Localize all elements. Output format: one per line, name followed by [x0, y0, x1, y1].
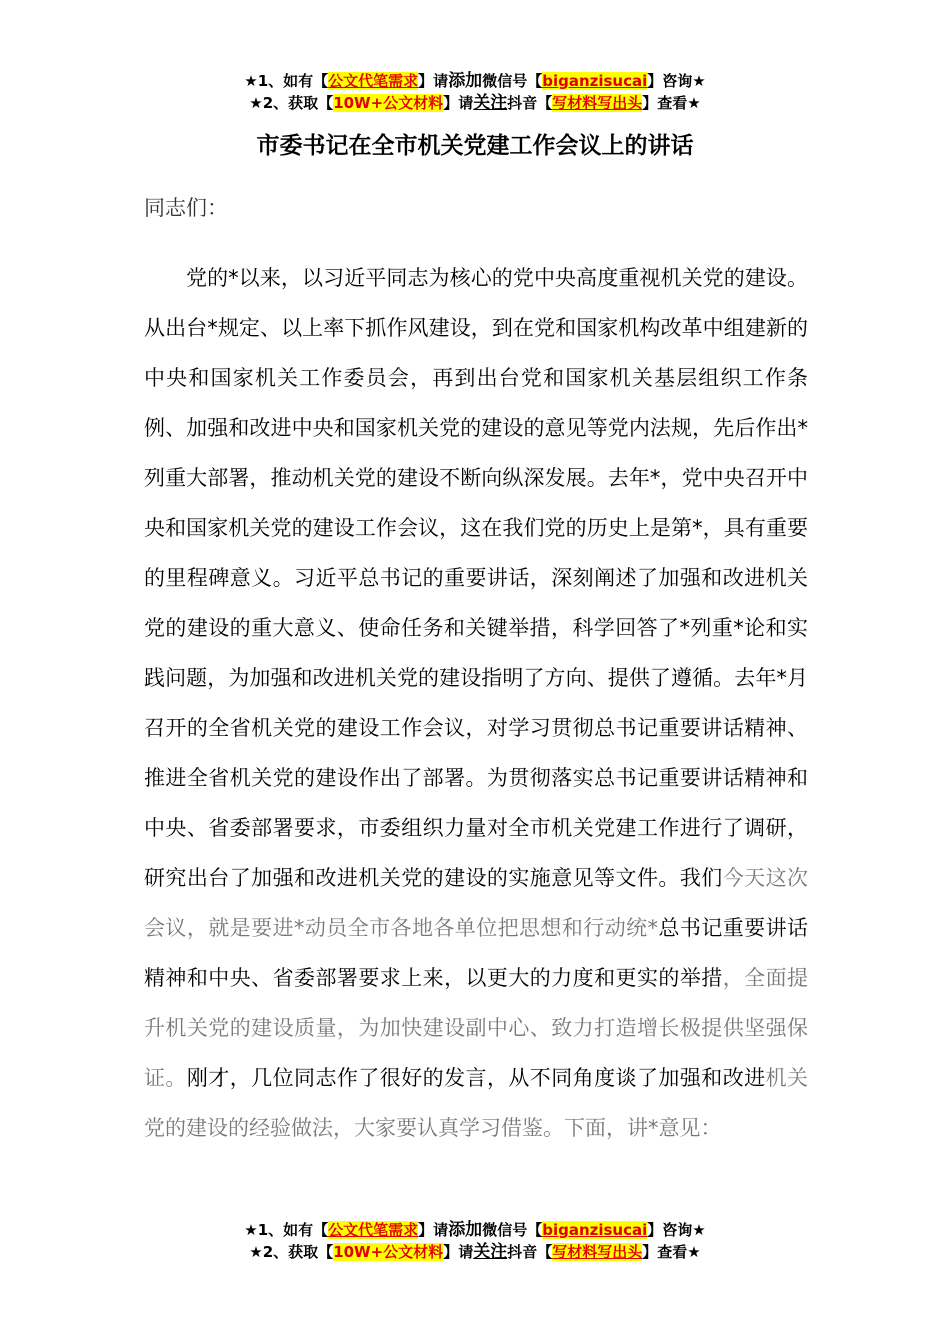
banner-text: 】请 [443, 94, 474, 112]
banner-text: 】请 [418, 1221, 449, 1239]
banner-highlight: 写材料写出头 [552, 94, 643, 112]
banner-highlight: 写材料写出头 [552, 1243, 643, 1261]
paragraph-text: 总书记重要讲话精神和中央、省委部署要求上来，以更大的力度和更实的举措 [144, 916, 808, 990]
banner-text: 】查看★ [642, 94, 701, 112]
banner-highlight: 公文代笔需求 [328, 1221, 419, 1239]
bottom-banner-line-1 [0, 1219, 950, 1241]
banner-text: 微信号【 [482, 1221, 543, 1239]
paragraph-text-gray: 机关党的建设的经验做法，大家要认真学习借鉴。下面，讲*意见： [144, 1066, 809, 1140]
banner-text: 】咨询★ [647, 1221, 706, 1239]
document-title: 市委书记在全市机关党建工作会议上的讲话 [256, 133, 694, 159]
top-banner-line-1 [0, 70, 950, 92]
body-paragraph [144, 253, 808, 1153]
banner-text: 】查看★ [642, 1243, 701, 1261]
paragraph-text: 党的*以来，以习近平同志为核心的党中央高度重视机关党的建设。从出台*规定、以上率下抓作风建设，到在党和国家机构改革中组建新的中央和国家机关工作委员会，再到出台党和国家机关基层组织工作条例、加强和改进中央和国家机关党的建设的意见等党内法规，先后作出*列重大部署，推动机关党的建设不断向纵深发展。去年*，党中央召开中央和国家机关党的建设工作会议，这在我们党的历史上是第*，具有重要的里程碑意义。习近平总书记的重要讲话，深刻阐述了加强和改进机关党的建设的重大意义、使命任务和关键举措，科学回答了*列重*论和实践问题，为加强和改进机关党的建设指明了方向、提供了遵循。去年*月召开的全省机关党的建设工作会议，对学习贯彻总书记重要讲话精神、推进全省机关党的建设作出了部署。为贯彻落实总书记重要讲话精神和中央、省委部署要求，市委组织力量对全市机关党建工作进行了调研，研究出台了加强和改进机关党的建设的实施意见等文件。我们 [144, 266, 808, 890]
banner-text: 】请 [418, 72, 449, 90]
banner-text: ★2、获取【 [249, 94, 334, 112]
banner-text: 微信号【 [482, 72, 543, 90]
greeting: 同志们： [144, 196, 228, 220]
banner-highlight: biganzisucai [542, 1221, 648, 1239]
bottom-banner [0, 1219, 950, 1263]
banner-text: 抖音【 [507, 1243, 553, 1261]
banner-text: 抖音【 [507, 94, 553, 112]
banner-emphasis: 添加 [448, 71, 483, 91]
paragraph-text-gray: 今天这次会议，就是要进*动员全市各地各单位把思想和行动统* [144, 866, 809, 940]
banner-emphasis: 关注 [473, 93, 508, 113]
banner-text: 】咨询★ [647, 72, 706, 90]
paragraph-text: 刚才，几位同志作了很好的发言，从不同角度谈了加强和改进 [186, 1066, 766, 1090]
banner-text: 】请 [443, 1243, 474, 1261]
banner-emphasis: 添加 [448, 1220, 483, 1240]
top-banner-line-2 [0, 92, 950, 114]
paragraph-text-gray: ，全面提升机关党的建设质量，为加快建设副中心、致力打造增长极提供坚强保证。 [144, 966, 809, 1090]
banner-text: ★1、如有【 [244, 72, 329, 90]
banner-highlight: 10W+公文材料 [333, 94, 444, 112]
banner-text: ★1、如有【 [244, 1221, 329, 1239]
banner-highlight: 公文代笔需求 [328, 72, 419, 90]
top-banner [0, 70, 950, 114]
bottom-banner-line-2 [0, 1241, 950, 1263]
banner-highlight: biganzisucai [542, 72, 648, 90]
banner-highlight: 10W+公文材料 [333, 1243, 444, 1261]
banner-emphasis: 关注 [473, 1242, 508, 1262]
banner-text: ★2、获取【 [249, 1243, 334, 1261]
